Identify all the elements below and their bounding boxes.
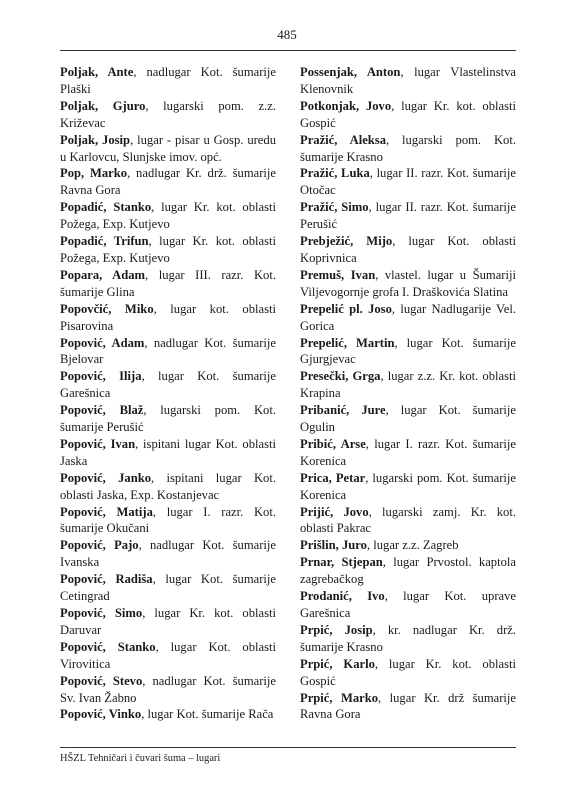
- entry-name: Popović, Blaž: [60, 403, 144, 418]
- index-entry: [60, 301, 276, 335]
- entry-name: Possenjak, Anton: [300, 65, 401, 79]
- entry-name: Popović, Adam: [60, 335, 145, 350]
- index-entry: [60, 267, 276, 301]
- entry-description: , lugar Kr. kot. oblasti Gospić: [300, 656, 516, 688]
- entry-name: Pražić, Simo: [300, 200, 369, 215]
- entry-name: Popović, Simo: [60, 606, 143, 620]
- entry-description: , vlastel. lugar u Šumariji Viljevogornje grofa I. Draškovića Slatina: [300, 267, 516, 299]
- entry-name: Prpić, Josip: [300, 622, 373, 637]
- index-entry: [300, 470, 516, 504]
- entry-name: Popović, Janko: [60, 470, 152, 485]
- entry-description: , lugar Prvostol. kaptola zagrebačkog: [300, 555, 516, 587]
- entry-description: , kr. nadlugar Kr. drž. šumarije Krasno: [300, 622, 516, 654]
- entry-description: , nadlugar Kot. šumarije Sv. Ivan Žabno: [60, 673, 276, 705]
- index-entry: [300, 132, 516, 166]
- index-entry: [300, 690, 516, 724]
- entry-description: , lugar Kot. šumarije Cetingrad: [60, 572, 276, 604]
- entry-name: Pražić, Luka: [300, 166, 370, 181]
- index-entry: [60, 571, 276, 605]
- index-entry: [60, 673, 276, 707]
- entry-name: Potkonjak, Jovo: [300, 98, 392, 113]
- index-entry: [300, 537, 516, 554]
- entry-description: , lugarski pom. Kot. šumarije Korenica: [300, 470, 517, 502]
- entry-description: , lugarski zamj. Kr. kot. oblasti Pakrac: [300, 504, 516, 536]
- index-entry: [300, 267, 516, 301]
- entry-name: Popović, Ilija: [60, 369, 142, 384]
- entry-name: Prica, Petar: [300, 470, 366, 485]
- entry-description: , lugar Kot. šumarije Garešnica: [60, 369, 276, 401]
- entry-name: Pribanić, Jure: [300, 403, 386, 418]
- entry-name: Popović, Radiša: [60, 572, 153, 587]
- index-entry: [300, 622, 516, 656]
- entry-description: , nadlugar Kr. drž. šumarije Ravna Gora: [60, 166, 276, 198]
- entry-name: Prijić, Jovo: [300, 504, 369, 519]
- entry-name: Prišlin, Juro: [300, 538, 367, 553]
- entry-name: Popović, Stanko: [60, 639, 156, 654]
- entry-name: Pribić, Arse: [300, 436, 366, 451]
- index-entry: [60, 165, 276, 199]
- entry-description: , lugar Kot. šumarije Gjurgjevac: [300, 335, 517, 367]
- entry-name: Popović, Pajo: [60, 538, 139, 553]
- index-entry: [60, 605, 276, 639]
- entry-description: , lugar Kot. šumarije Ogulin: [300, 403, 516, 435]
- footer-text: HŠZL Tehničari i čuvari šuma – lugari: [60, 753, 221, 764]
- entry-description: , lugar z.z. Kr. kot. oblasti Krapina: [300, 369, 516, 401]
- entry-description: , lugarski pom. z.z. Križevac: [60, 98, 276, 130]
- index-entry: [60, 436, 276, 470]
- right-column: [300, 64, 516, 723]
- index-entry: [300, 402, 516, 436]
- entry-name: Poljak, Ante: [60, 65, 134, 79]
- index-entry: [300, 368, 516, 402]
- entry-description: , nadlugar Kot. šumarije Bjelovar: [60, 335, 276, 367]
- index-entry: [60, 233, 276, 267]
- entry-name: Prepelić, Martin: [300, 335, 395, 350]
- entry-description: , lugar II. razr. Kot. šumarije Otočac: [300, 166, 516, 198]
- entry-description: , ispitani lugar Kot. oblasti Jaska, Exp. Kostanjevac: [60, 470, 277, 502]
- entry-name: Premuš, Ivan: [300, 267, 376, 282]
- footer-rule: [60, 747, 516, 748]
- index-entry: [60, 132, 276, 166]
- entry-description: , lugar Kr. kot. oblasti Daruvar: [60, 606, 277, 637]
- entry-description: , lugar III. razr. Kot. šumarije Glina: [60, 267, 276, 299]
- entry-name: Pražić, Aleksa: [300, 132, 386, 147]
- index-entry: [300, 64, 516, 98]
- entry-name: Poljak, Gjuro: [60, 98, 146, 113]
- index-entry: [60, 504, 276, 538]
- entry-name: Popadić, Stanko: [60, 200, 152, 215]
- entry-name: Prebježić, Mijo: [300, 234, 393, 249]
- entry-description: , lugar Kr. kot. oblasti Požega, Exp. Kutjevo: [60, 200, 277, 232]
- index-entry: [300, 233, 516, 267]
- entry-name: Popović, Ivan: [60, 436, 136, 451]
- index-entry: [300, 588, 516, 622]
- header-rule: [60, 50, 516, 51]
- index-entry: [60, 470, 276, 504]
- page-number: 485: [277, 27, 297, 42]
- entry-description: , lugarski pom. Kot. šumarije Krasno: [300, 132, 516, 164]
- entry-description: , lugar Kr. kot. oblasti Požega, Exp. Kutjevo: [60, 234, 276, 265]
- index-entry: [300, 98, 516, 132]
- index-entry: [60, 199, 276, 233]
- entry-description: , lugar Nadlugarije Vel. Gorica: [300, 301, 516, 333]
- entry-name: Popovčić, Miko: [60, 301, 154, 316]
- entry-description: , lugar Kot. uprave Garešnica: [300, 589, 516, 620]
- index-entry: [60, 639, 276, 673]
- entry-name: Pop, Marko: [60, 166, 128, 181]
- entry-name: Prpić, Karlo: [300, 656, 375, 671]
- index-entry: [300, 335, 516, 369]
- entry-description: , nadlugar Kot. šumarije Ivanska: [60, 538, 276, 570]
- entry-description: , lugar kot. oblasti Pisarovina: [60, 301, 277, 333]
- entry-name: Poljak, Josip: [60, 132, 131, 147]
- entry-name: Prpić, Marko: [300, 690, 379, 705]
- entry-description: , lugar Kr. kot. oblasti Gospić: [300, 98, 516, 130]
- entry-description: , lugarski pom. Kot. šumarije Perušić: [60, 403, 276, 435]
- left-column: [60, 64, 276, 723]
- entry-description: , lugar I. razr. Kot. šumarije Okučani: [60, 504, 276, 536]
- entry-name: Presečki, Grga: [300, 369, 381, 384]
- entry-description: , lugar Kot. oblasti Koprivnica: [300, 234, 516, 265]
- entry-description: , lugar - pisar u Gosp. uredu u Karlovcu, Slunjske imov. opć.: [60, 132, 276, 164]
- entry-description: , lugar Kr. drž šumarije Ravna Gora: [300, 690, 517, 722]
- index-entry: [300, 656, 516, 690]
- index-entry: [300, 436, 516, 470]
- entry-description: , lugar I. razr. Kot. šumarije Korenica: [300, 436, 516, 468]
- entry-name: Popadić, Trifun: [60, 234, 149, 249]
- entry-name: Prnar, Stjepan: [300, 555, 383, 570]
- entry-description: , lugar II. razr. Kot. šumarije Perušić: [300, 200, 516, 232]
- entry-name: Popović, Stevo: [60, 673, 143, 688]
- entry-description: , lugar Kot. šumarije Rača: [141, 707, 274, 722]
- index-entry: [60, 335, 276, 369]
- entry-description: , lugar Kot. oblasti Virovitica: [60, 639, 276, 671]
- entry-name: Prodanić, Ivo: [300, 589, 385, 604]
- entry-description: , ispitani lugar Kot. oblasti Jaska: [60, 436, 276, 468]
- entry-description: , lugar z.z. Zagreb: [366, 538, 459, 553]
- index-entry: [60, 368, 276, 402]
- index-entry: [300, 199, 516, 233]
- index-entry: [300, 301, 516, 335]
- index-entry: [300, 554, 516, 588]
- entry-name: Popara, Adam: [60, 267, 146, 282]
- entry-name: Prepelić pl. Joso: [300, 301, 392, 316]
- entry-description: , nadlugar Kot. šumarije Plaški: [60, 65, 277, 96]
- index-entry: [60, 537, 276, 571]
- index-entry: [300, 165, 516, 199]
- index-entry: [60, 98, 276, 132]
- index-entry: [60, 64, 276, 98]
- entry-name: Popović, Matija: [60, 504, 153, 519]
- entry-name: Popović, Vinko: [60, 707, 142, 722]
- index-entry: [60, 706, 276, 723]
- entry-description: , lugar Vlastelinstva Klenovnik: [300, 65, 516, 96]
- index-entry: [300, 504, 516, 538]
- index-entry: [60, 402, 276, 436]
